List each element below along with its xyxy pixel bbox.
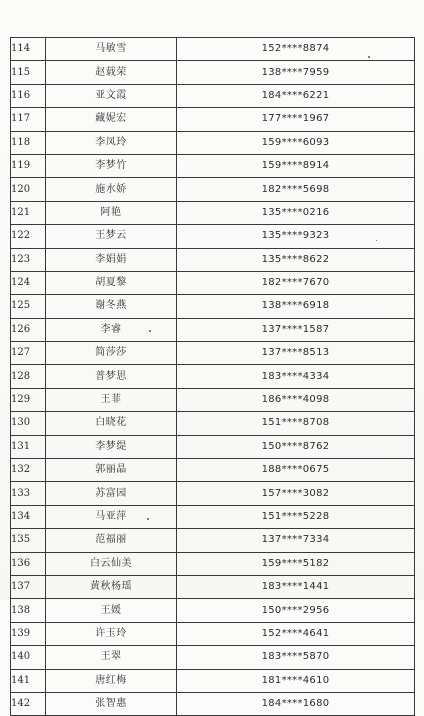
row-name: 李梦竹	[46, 154, 177, 177]
row-phone: 137****1587	[177, 318, 415, 341]
row-phone: 151****8708	[177, 412, 415, 435]
row-number: 124	[11, 271, 46, 294]
row-phone: 152****8874	[177, 38, 415, 61]
row-number: 121	[11, 201, 46, 224]
row-number: 129	[11, 388, 46, 411]
table-row	[11, 318, 415, 341]
row-name: 谢冬燕	[46, 295, 177, 318]
row-phone: 138****6918	[177, 295, 415, 318]
row-name: 藏妮宏	[46, 108, 177, 131]
row-number: 139	[11, 622, 46, 645]
row-phone: 181****4610	[177, 669, 415, 692]
table-row	[11, 178, 415, 201]
table-row	[11, 154, 415, 177]
table-row	[11, 482, 415, 505]
table-row	[11, 248, 415, 271]
row-number: 115	[11, 61, 46, 84]
row-name: 李梦缇	[46, 435, 177, 458]
row-name: 马敏雪	[46, 38, 177, 61]
row-name: 黄秋杨瑶	[46, 575, 177, 598]
table-row	[11, 575, 415, 598]
row-phone: 135****9323	[177, 225, 415, 248]
row-number: 125	[11, 295, 46, 318]
row-name: 王菲	[46, 388, 177, 411]
row-number: 141	[11, 669, 46, 692]
row-phone: 150****2956	[177, 599, 415, 622]
row-name: 张智惠	[46, 692, 177, 715]
row-phone: 152****4641	[177, 622, 415, 645]
table-row	[11, 552, 415, 575]
row-number: 130	[11, 412, 46, 435]
row-number: 140	[11, 646, 46, 669]
scan-speck	[376, 240, 377, 241]
row-name: 胡夏黎	[46, 271, 177, 294]
table-row	[11, 435, 415, 458]
row-name: 赵载荣	[46, 61, 177, 84]
row-phone: 135****8622	[177, 248, 415, 271]
table-row	[11, 131, 415, 154]
row-number: 118	[11, 131, 46, 154]
table-row	[11, 201, 415, 224]
row-phone: 182****5698	[177, 178, 415, 201]
table-row	[11, 692, 415, 715]
row-name: 王翠	[46, 646, 177, 669]
table-row	[11, 459, 415, 482]
row-phone: 159****5182	[177, 552, 415, 575]
roster-body	[11, 38, 415, 716]
row-number: 119	[11, 154, 46, 177]
row-name: 范福丽	[46, 529, 177, 552]
row-phone: 135****0216	[177, 201, 415, 224]
row-phone: 150****8762	[177, 435, 415, 458]
table-row	[11, 599, 415, 622]
row-phone: 186****4098	[177, 388, 415, 411]
row-number: 137	[11, 575, 46, 598]
row-number: 127	[11, 342, 46, 365]
row-name: 亚文霞	[46, 84, 177, 107]
row-name: 白晓花	[46, 412, 177, 435]
table-row	[11, 365, 415, 388]
row-name: 施水娇	[46, 178, 177, 201]
row-name: 许玉玲	[46, 622, 177, 645]
row-phone: 159****6093	[177, 131, 415, 154]
row-name: 郭丽晶	[46, 459, 177, 482]
scan-speck	[368, 56, 370, 58]
row-number: 135	[11, 529, 46, 552]
row-number: 138	[11, 599, 46, 622]
row-name: 唐红梅	[46, 669, 177, 692]
row-number: 114	[11, 38, 46, 61]
row-phone: 182****7670	[177, 271, 415, 294]
table-row	[11, 412, 415, 435]
row-number: 131	[11, 435, 46, 458]
row-phone: 183****5870	[177, 646, 415, 669]
row-name: 李娟娟	[46, 248, 177, 271]
row-number: 117	[11, 108, 46, 131]
row-phone: 177****1967	[177, 108, 415, 131]
row-number: 133	[11, 482, 46, 505]
row-name: 白云仙美	[46, 552, 177, 575]
table-row	[11, 61, 415, 84]
table-row	[11, 669, 415, 692]
row-phone: 184****1680	[177, 692, 415, 715]
row-phone: 151****5228	[177, 505, 415, 528]
table-row	[11, 529, 415, 552]
row-number: 122	[11, 225, 46, 248]
row-name: 阿艳	[46, 201, 177, 224]
table-row	[11, 271, 415, 294]
row-number: 126	[11, 318, 46, 341]
row-phone: 137****8513	[177, 342, 415, 365]
table-row	[11, 388, 415, 411]
table-row	[11, 84, 415, 107]
row-phone: 183****4334	[177, 365, 415, 388]
row-phone: 157****3082	[177, 482, 415, 505]
row-name: 简莎莎	[46, 342, 177, 365]
roster-table	[10, 37, 415, 716]
table-row	[11, 646, 415, 669]
row-number: 128	[11, 365, 46, 388]
row-number: 132	[11, 459, 46, 482]
row-name: 李凤玲	[46, 131, 177, 154]
row-phone: 159****8914	[177, 154, 415, 177]
row-number: 142	[11, 692, 46, 715]
row-phone: 138****7959	[177, 61, 415, 84]
row-phone: 184****6221	[177, 84, 415, 107]
row-name: 马亚萍	[46, 505, 177, 528]
row-number: 123	[11, 248, 46, 271]
row-name: 苏富园	[46, 482, 177, 505]
table-row	[11, 505, 415, 528]
row-phone: 137****7334	[177, 529, 415, 552]
table-row	[11, 622, 415, 645]
scan-speck	[149, 330, 151, 332]
row-number: 136	[11, 552, 46, 575]
row-name: 王媛	[46, 599, 177, 622]
table-row	[11, 38, 415, 61]
row-name: 王梦云	[46, 225, 177, 248]
row-name: 普梦思	[46, 365, 177, 388]
row-number: 134	[11, 505, 46, 528]
scan-speck	[147, 518, 149, 520]
table-row	[11, 225, 415, 248]
table-row	[11, 342, 415, 365]
table-row	[11, 295, 415, 318]
row-number: 120	[11, 178, 46, 201]
row-number: 116	[11, 84, 46, 107]
table-row	[11, 108, 415, 131]
row-phone: 183****1441	[177, 575, 415, 598]
row-name: 李睿	[46, 318, 177, 341]
row-phone: 188****0675	[177, 459, 415, 482]
